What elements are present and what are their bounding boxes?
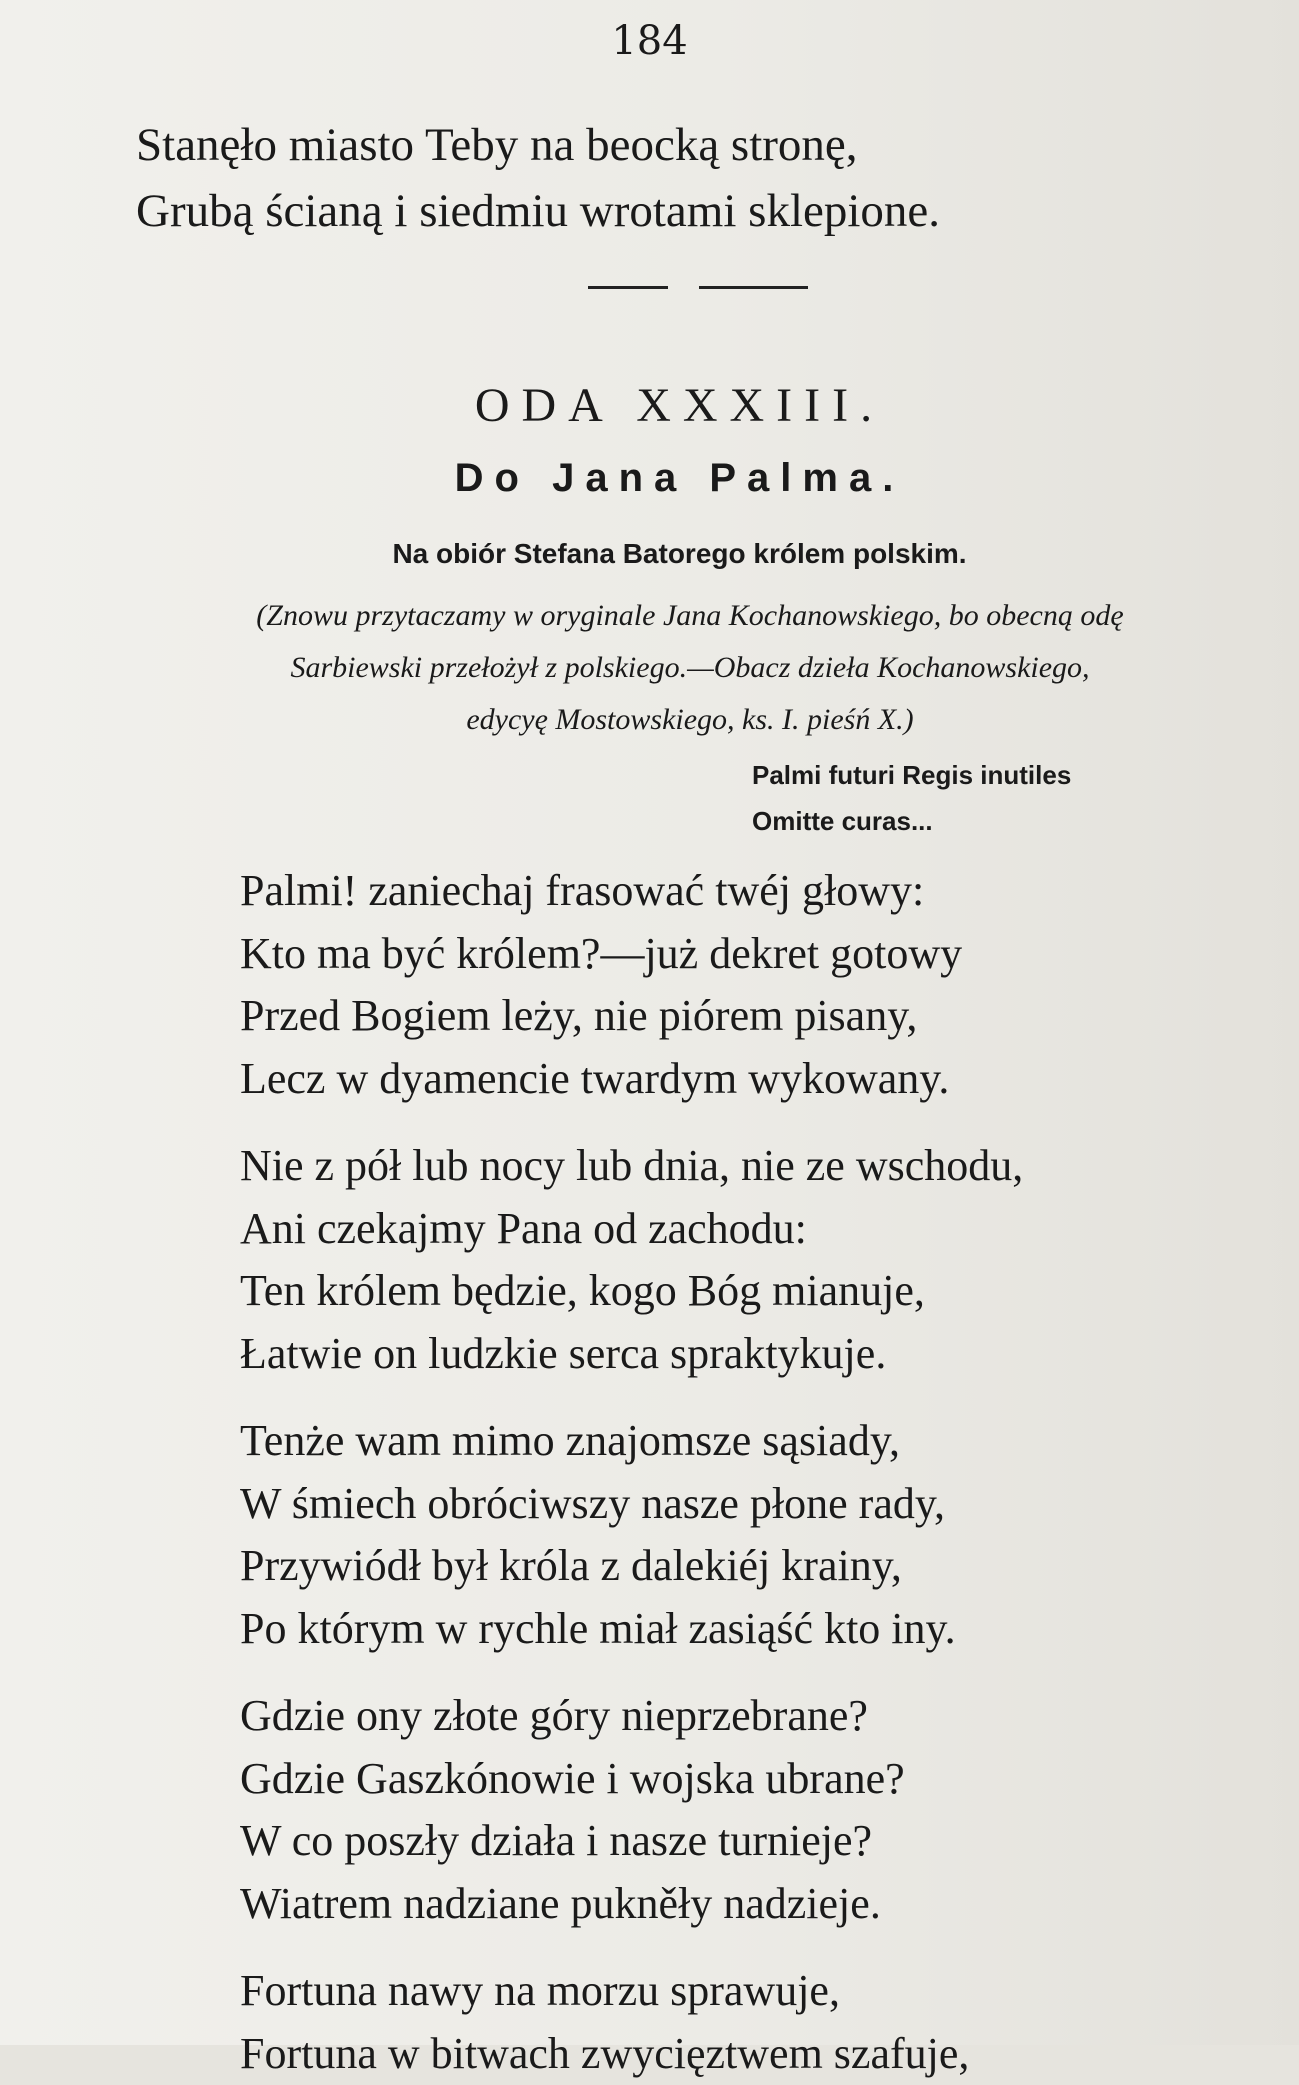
poem-line: Wiatrem nadziane pukněły nadzieje.: [240, 1873, 1023, 1936]
poem-line: Po którym w rychle miał zasiąść kto iny.: [240, 1598, 1023, 1661]
poem-line: Tenże wam mimo znajomsze sąsiady,: [240, 1410, 1023, 1473]
page-number: 184: [0, 18, 1299, 64]
ode-dedication: Do Jana Palma.: [0, 456, 1299, 501]
stanza: [240, 1135, 1023, 1385]
poem-body: [240, 860, 1023, 2085]
poem-line: Fortuna nawy na morzu sprawuje,: [240, 1960, 1023, 2023]
section-divider: [588, 286, 668, 289]
verse-line: Grubą ścianą i siedmiu wrotami sklepione.: [136, 178, 940, 244]
ode-occasion: Na obiór Stefana Batorego królem polskim.: [0, 538, 1299, 570]
poem-line: Przywiódł był króla z dalekiéj krainy,: [240, 1535, 1023, 1598]
poem-line: Kto ma być królem?—już dekret gotowy: [240, 923, 1023, 986]
poem-line: Łatwie on ludzkie serca spraktykuje.: [240, 1323, 1023, 1386]
poem-line: Fortuna w bitwach zwycięztwem szafuje,: [240, 2023, 1023, 2085]
latin-epigraph: [752, 752, 1071, 844]
poem-line: Gdzie Gaszkónowie i wojska ubrane?: [240, 1748, 1023, 1811]
stanza: [240, 860, 1023, 1110]
note-line: Sarbiewski przełożył z polskiego.—Obacz dzieła Kochanowskiego,: [130, 642, 1250, 694]
poem-line: Przed Bogiem leży, nie piórem pisany,: [240, 985, 1023, 1048]
editorial-note: [130, 590, 1250, 746]
poem-line: Ten królem będzie, kogo Bóg mianuje,: [240, 1260, 1023, 1323]
poem-line: W śmiech obróciwszy nasze płone rady,: [240, 1473, 1023, 1536]
epigraph-line: Palmi futuri Regis inutiles: [752, 752, 1071, 798]
epigraph-line: Omitte curas...: [752, 798, 1071, 844]
poem-line: Nie z pół lub nocy lub dnia, nie ze wschodu,: [240, 1135, 1023, 1198]
stanza: [240, 1410, 1023, 1660]
poem-line: Palmi! zaniechaj frasować twéj głowy:: [240, 860, 1023, 923]
section-divider: [699, 286, 808, 289]
poem-line: W co poszły działa i nasze turnieje?: [240, 1810, 1023, 1873]
poem-line: Gdzie ony złote góry nieprzebrane?: [240, 1685, 1023, 1748]
stanza: [240, 1960, 1023, 2085]
poem-line: Lecz w dyamencie twardym wykowany.: [240, 1048, 1023, 1111]
previous-verse: [136, 112, 940, 244]
note-line: edycyę Mostowskiego, ks. I. pieśń X.): [130, 694, 1250, 746]
poem-line: Ani czekajmy Pana od zachodu:: [240, 1198, 1023, 1261]
verse-line: Stanęło miasto Teby na beocką stronę,: [136, 112, 940, 178]
stanza: [240, 1685, 1023, 1935]
note-line: (Znowu przytaczamy w oryginale Jana Kochanowskiego, bo obecną odę: [130, 590, 1250, 642]
ode-title: ODA XXXIII.: [0, 378, 1299, 433]
